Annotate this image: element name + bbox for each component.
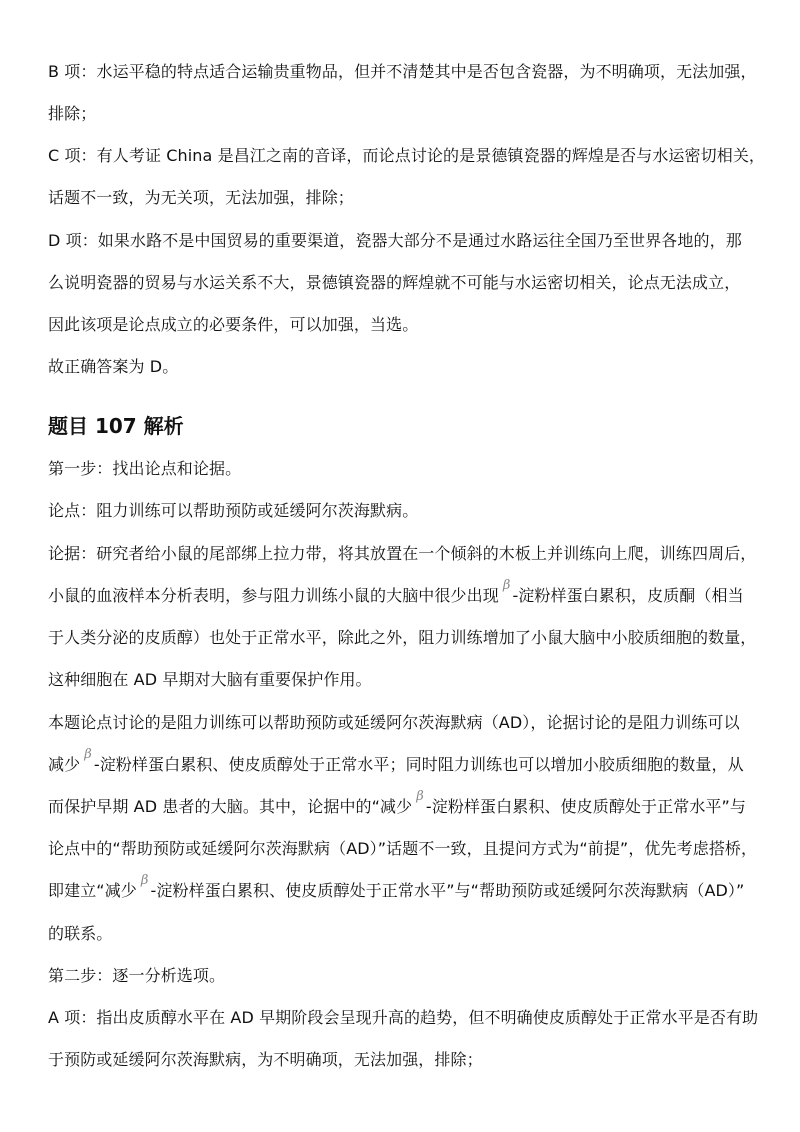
step-one: 第一步：找出论点和论据。 (48, 459, 242, 478)
option-c-line-1: C 项：有人考证 China 是昌江之南的音译，而论点讨论的是景德镇瓷器的辉煌是否与水运密切相关， (48, 146, 766, 165)
beta-symbol: β (84, 747, 92, 762)
analysis-line-2 (48, 747, 744, 778)
analysis-line-3 (48, 789, 747, 820)
option-d-line-3: 因此该项是论点成立的必要条件，可以加强，当选。 (48, 315, 419, 334)
evidence-text: 小鼠的血液样本分析表明，参与阻力训练小鼠的大脑中很少出现 (48, 586, 499, 605)
evidence-text: -淀粉样蛋白累积，皮质酮（相当 (512, 586, 744, 605)
option-a-line-2: 于预防或延缓阿尔茨海默病，为不明确项，无法加强，排除； (48, 1050, 483, 1069)
analysis-text: -淀粉样蛋白累积、使皮质醇处于正常水平”与“帮助预防或延缓阿尔茨海默病（AD）” (150, 881, 745, 900)
option-b-line-1: B 项：水运平稳的特点适合运输贵重物品，但并不清楚其中是否包含瓷器，为不明确项，无法加强， (48, 62, 757, 81)
analysis-text: 而保护早期 AD 患者的大脑。其中，论据中的“减少 (48, 797, 413, 816)
beta-symbol: β (502, 578, 511, 593)
analysis-line-5 (48, 873, 745, 904)
analysis-text: -淀粉样蛋白累积、使皮质醇处于正常水平；同时阻力训练也可以增加小胶质细胞的数量，从 (93, 755, 744, 774)
analysis-line-4: 论点中的“帮助预防或延缓阿尔茨海默病（AD）”话题不一致，且提问方式为“前提”，优先考虑搭桥， (48, 839, 758, 858)
step-two: 第二步：逐一分析选项。 (48, 966, 226, 985)
option-d-line-2: 么说明瓷器的贸易与水运关系不大，景德镇瓷器的辉煌就不可能与水运密切相关，论点无法成立， (48, 273, 741, 292)
evidence-line-3: 于人类分泌的皮质醇）也处于正常水平，除此之外，阻力训练增加了小鼠大脑中小胶质细胞的数量， (48, 628, 757, 647)
analysis-text: 减少 (48, 755, 81, 774)
option-c-line-2: 话题不一致，为无关项，无法加强，排除； (48, 188, 354, 207)
option-d-line-1: D 项：如果水路不是中国贸易的重要渠道，瓷器大部分不是通过水路运往全国乃至世界各地的，那 (48, 231, 742, 250)
argument-line: 论点：阻力训练可以帮助预防或延缓阿尔茨海默病。 (48, 501, 419, 520)
analysis-text: -淀粉样蛋白累积、使皮质醇处于正常水平”与 (425, 797, 747, 816)
evidence-line-1: 论据：研究者给小鼠的尾部绑上拉力带，将其放置在一个倾斜的木板上并训练向上爬，训练四周后， (48, 544, 757, 563)
analysis-line-1: 本题论点讨论的是阻力训练可以帮助预防或延缓阿尔茨海默病（AD），论据讨论的是阻力训练可以 (48, 713, 740, 732)
option-b-line-2: 排除； (48, 104, 97, 123)
section-heading: 题目 107 解析 (48, 414, 184, 438)
evidence-line-4: 这种细胞在 AD 早期对大脑有重要保护作用。 (48, 670, 372, 689)
evidence-line-2 (48, 578, 744, 609)
analysis-text: 即建立“减少 (48, 881, 137, 900)
analysis-line-6: 的联系。 (48, 924, 113, 943)
beta-symbol: β (416, 789, 424, 804)
beta-symbol: β (140, 873, 149, 888)
option-a-line-1: A 项：指出皮质醇水平在 AD 早期阶段会呈现升高的趋势，但不明确使皮质醇处于正常水平是否有助 (48, 1008, 759, 1027)
answer-line: 故正确答案为 D。 (48, 357, 179, 376)
